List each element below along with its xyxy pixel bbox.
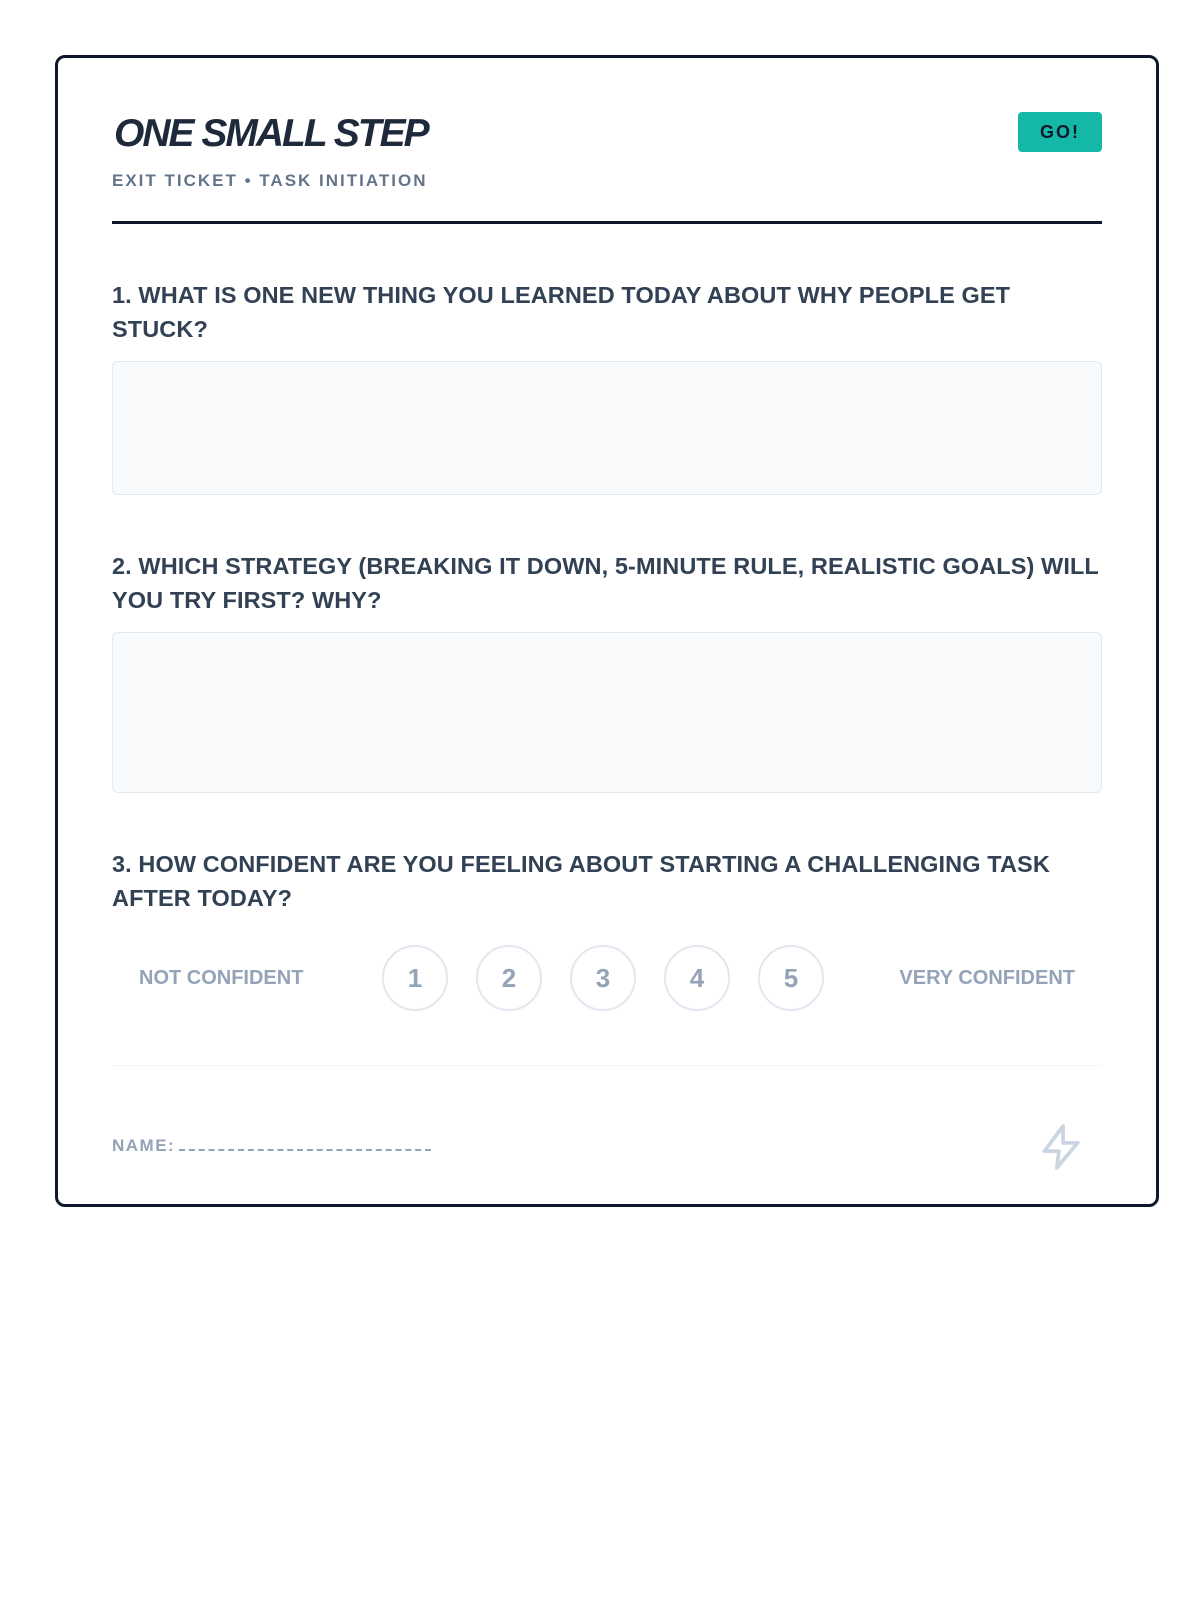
question-2-label: 2. WHICH STRATEGY (BREAKING IT DOWN, 5-MINUTE RULE, REALISTIC GOALS) WILL YOU TRY FIRST? WHY? [112, 553, 1099, 613]
name-line [112, 1136, 431, 1156]
exit-ticket-card [55, 55, 1159, 1207]
page-title: ONE SMALL STEP [114, 112, 428, 155]
card-header [112, 58, 1102, 224]
scale-option-2[interactable]: 2 [476, 945, 542, 1011]
scale-options [382, 945, 824, 1011]
lightning-bolt-icon [1036, 1122, 1086, 1172]
scale-option-5[interactable]: 5 [758, 945, 824, 1011]
name-label: NAME: [112, 1136, 176, 1155]
question-1-label: 1. WHAT IS ONE NEW THING YOU LEARNED TODAY ABOUT WHY PEOPLE GET STUCK? [112, 282, 1011, 342]
name-blank-line[interactable] [179, 1137, 431, 1151]
page-subtitle: EXIT TICKET • TASK INITIATION [112, 171, 428, 190]
question-1-answer-field[interactable] [112, 361, 1102, 495]
scale-low-label: NOT CONFIDENT [139, 967, 304, 989]
question-3-label: 3. HOW CONFIDENT ARE YOU FEELING ABOUT STARTING A CHALLENGING TASK AFTER TODAY? [112, 851, 1050, 911]
card-footer [112, 1066, 1102, 1236]
question-2-answer-field[interactable] [112, 632, 1102, 793]
go-badge: GO! [1018, 112, 1102, 152]
scale-high-label: VERY CONFIDENT [899, 967, 1075, 989]
scale-option-1[interactable]: 1 [382, 945, 448, 1011]
scale-option-3[interactable]: 3 [570, 945, 636, 1011]
confidence-scale [112, 945, 1102, 1011]
scale-option-4[interactable]: 4 [664, 945, 730, 1011]
